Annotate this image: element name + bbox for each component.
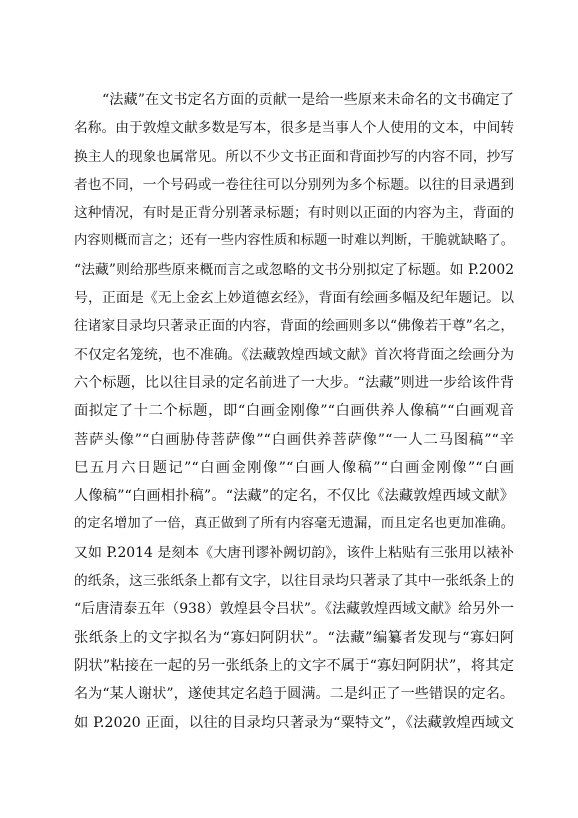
text-line: 六个标题，比以往目录的定名前进了一大步。“法藏”则进一步给该件背 [74,374,514,391]
text-line: 号，正面是《无上金玄上妙道德玄经》，背面有绘画多幅及纪年题记。以 [74,290,514,307]
text-line: 这种情况，有时是正背分别著录标题；有时则以正面的内容为主，背面的 [74,205,514,222]
text-line: 换主人的现象也属常见。所以不少文书正面和背面抄写的内容不同，抄写 [74,148,514,165]
text-line: 名称。由于敦煌文献多数是写本，很多是当事人个人使用的文本，中间转 [74,120,514,137]
text-line: 阴状”粘接在一起的另一张纸条上的文字不属于“寡妇阿阴状”，将其定 [74,657,514,674]
text-line: 面拟定了十二个标题，即“白画金刚像”“白画供养人像稿”“白画观音 [74,403,514,420]
text-line: 名为“某人谢状”，遂使其定名趋于圆满。二是纠正了一些错误的定名。 [74,686,514,703]
text-line: 巳五月六日题记”“白画金刚像”“白画人像稿”“白画金刚像”“白画 [74,459,514,476]
text-line: “后唐清泰五年（938）敦煌县令吕状”。《法藏敦煌西域文献》给另外一 [74,601,514,618]
text-line: 的纸条，这三张纸条上都有文字，以往目录均只著录了其中一张纸条上的 [74,573,514,590]
text-line: 内容则概而言之；还有一些内容性质和标题一时难以判断，干脆就缺略了。 [74,233,514,249]
text-line: 张纸条上的文字拟名为“寡妇阿阴状”。“法藏”编纂者发现与“寡妇阿 [74,629,514,646]
text-line: “法藏”则给那些原来概而言之或忽略的文书分别拟定了标题。如 P.2002 [74,261,514,278]
text-line: “法藏”在文书定名方面的贡献一是给一些原来未命名的文书确定了 [102,92,514,108]
text-line: 菩萨头像”“白画胁侍菩萨像”“白画供养菩萨像”“一人二马图稿”“辛 [74,431,514,448]
text-line: 如 P.2020 正面，以往的目录均只著录为“粟特文”，《法藏敦煌西域文 [74,714,514,731]
text-line: 的定名增加了一倍，真正做到了所有内容毫无遗漏，而且定名也更加准确。 [74,516,514,532]
text-line: 人像稿”“白画相扑稿”。“法藏”的定名，不仅比《法藏敦煌西域文献》 [74,488,514,505]
text-line: 者也不同，一个号码或一卷往往可以分别列为多个标题。以往的目录遇到 [74,176,514,193]
text-line: 往诸家目录均只著录正面的内容，背面的绘画则多以“佛像若干尊”名之， [74,318,514,335]
body-paragraph [74,86,514,737]
text-line: 又如 P.2014 是刻本《大唐刊谬补阙切韵》，该件上粘贴有三张用以裱补 [74,544,514,561]
text-line: 不仅定名笼统，也不准确。《法藏敦煌西域文献》首次将背面之绘画分为 [74,346,514,363]
